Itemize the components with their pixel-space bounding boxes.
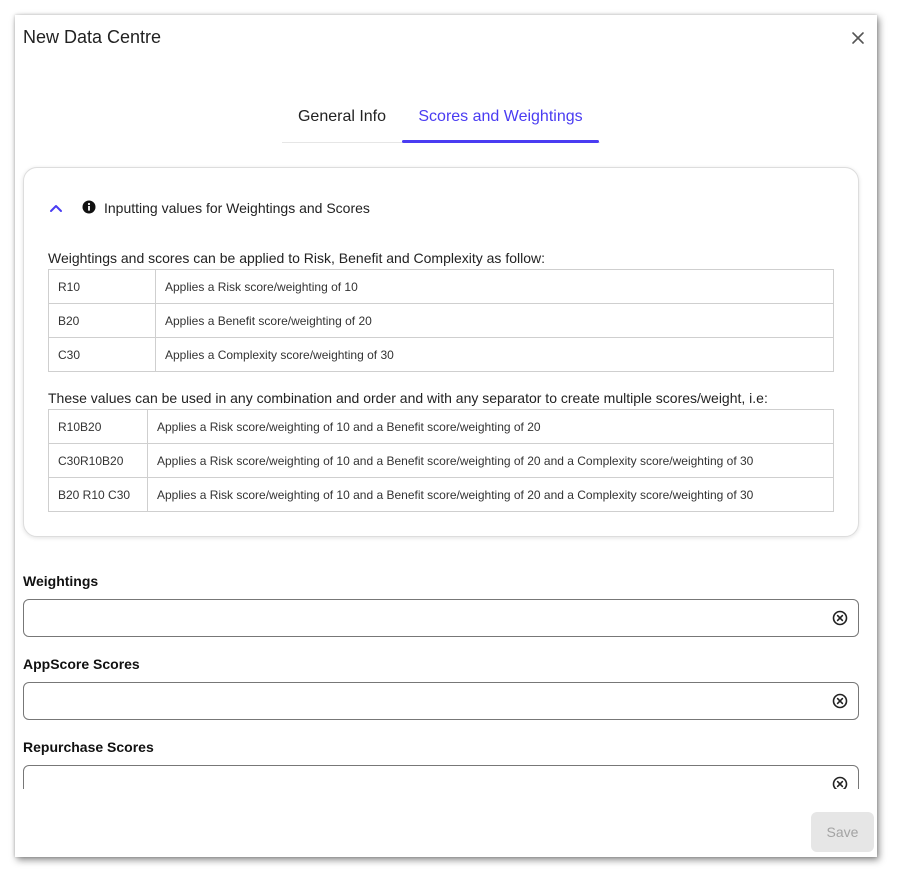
code-cell: C30R10B20 [49,444,148,478]
dialog-title: New Data Centre [23,27,162,47]
description-cell: Applies a Risk score/weighting of 10 and a Benefit score/weighting of 20 [148,410,834,444]
single-codes-table [48,269,834,372]
repurchase-scores-field[interactable] [23,765,859,789]
table-row [49,478,834,512]
repurchase-scores-input[interactable] [34,774,814,789]
description-cell: Applies a Risk score/weighting of 10 and a Benefit score/weighting of 20 and a Complexity score/weighting of 30 [148,478,834,512]
new-data-centre-dialog [15,15,877,857]
table-row [49,444,834,478]
active-tab-indicator [402,140,599,143]
code-cell: B20 [49,304,156,338]
info-icon [82,200,96,214]
combination-codes-table [48,409,834,512]
tab-bar [282,103,600,143]
dialog-content[interactable] [15,165,877,789]
appscore-scores-input[interactable] [34,691,814,711]
clear-icon[interactable] [832,693,848,709]
description-cell: Applies a Risk score/weighting of 10 and a Benefit score/weighting of 20 and a Complexity score/weighting of 30 [148,444,834,478]
chevron-up-icon[interactable] [48,200,64,216]
code-cell: B20 R10 C30 [49,478,148,512]
weightings-label: Weightings [23,573,99,589]
table-row [49,410,834,444]
tab-scores-and-weightings[interactable]: Scores and Weightings [418,108,583,125]
weightings-input[interactable] [34,608,814,628]
info-intro-text: Weightings and scores can be applied to Risk, Benefit and Complexity as follow: [48,250,546,266]
code-cell: C30 [49,338,156,372]
table-row [49,304,834,338]
save-button[interactable]: Save [811,812,874,852]
info-panel [23,167,859,537]
description-cell: Applies a Risk score/weighting of 10 [156,270,834,304]
clear-icon[interactable] [832,610,848,626]
clear-icon[interactable] [832,776,848,789]
table-row [49,270,834,304]
combination-intro-text: These values can be used in any combination and order and with any separator to create multiple scores/weight, i.e: [48,390,768,406]
weightings-field[interactable] [23,599,859,637]
appscore-scores-label: AppScore Scores [23,656,140,672]
appscore-scores-field[interactable] [23,682,859,720]
tab-general-info[interactable]: General Info [297,108,387,125]
code-cell: R10 [49,270,156,304]
code-cell: R10B20 [49,410,148,444]
table-row [49,338,834,372]
description-cell: Applies a Complexity score/weighting of 30 [156,338,834,372]
close-icon[interactable] [849,29,867,47]
info-panel-header: Inputting values for Weightings and Scores [104,200,370,216]
repurchase-scores-label: Repurchase Scores [23,739,154,755]
description-cell: Applies a Benefit score/weighting of 20 [156,304,834,338]
